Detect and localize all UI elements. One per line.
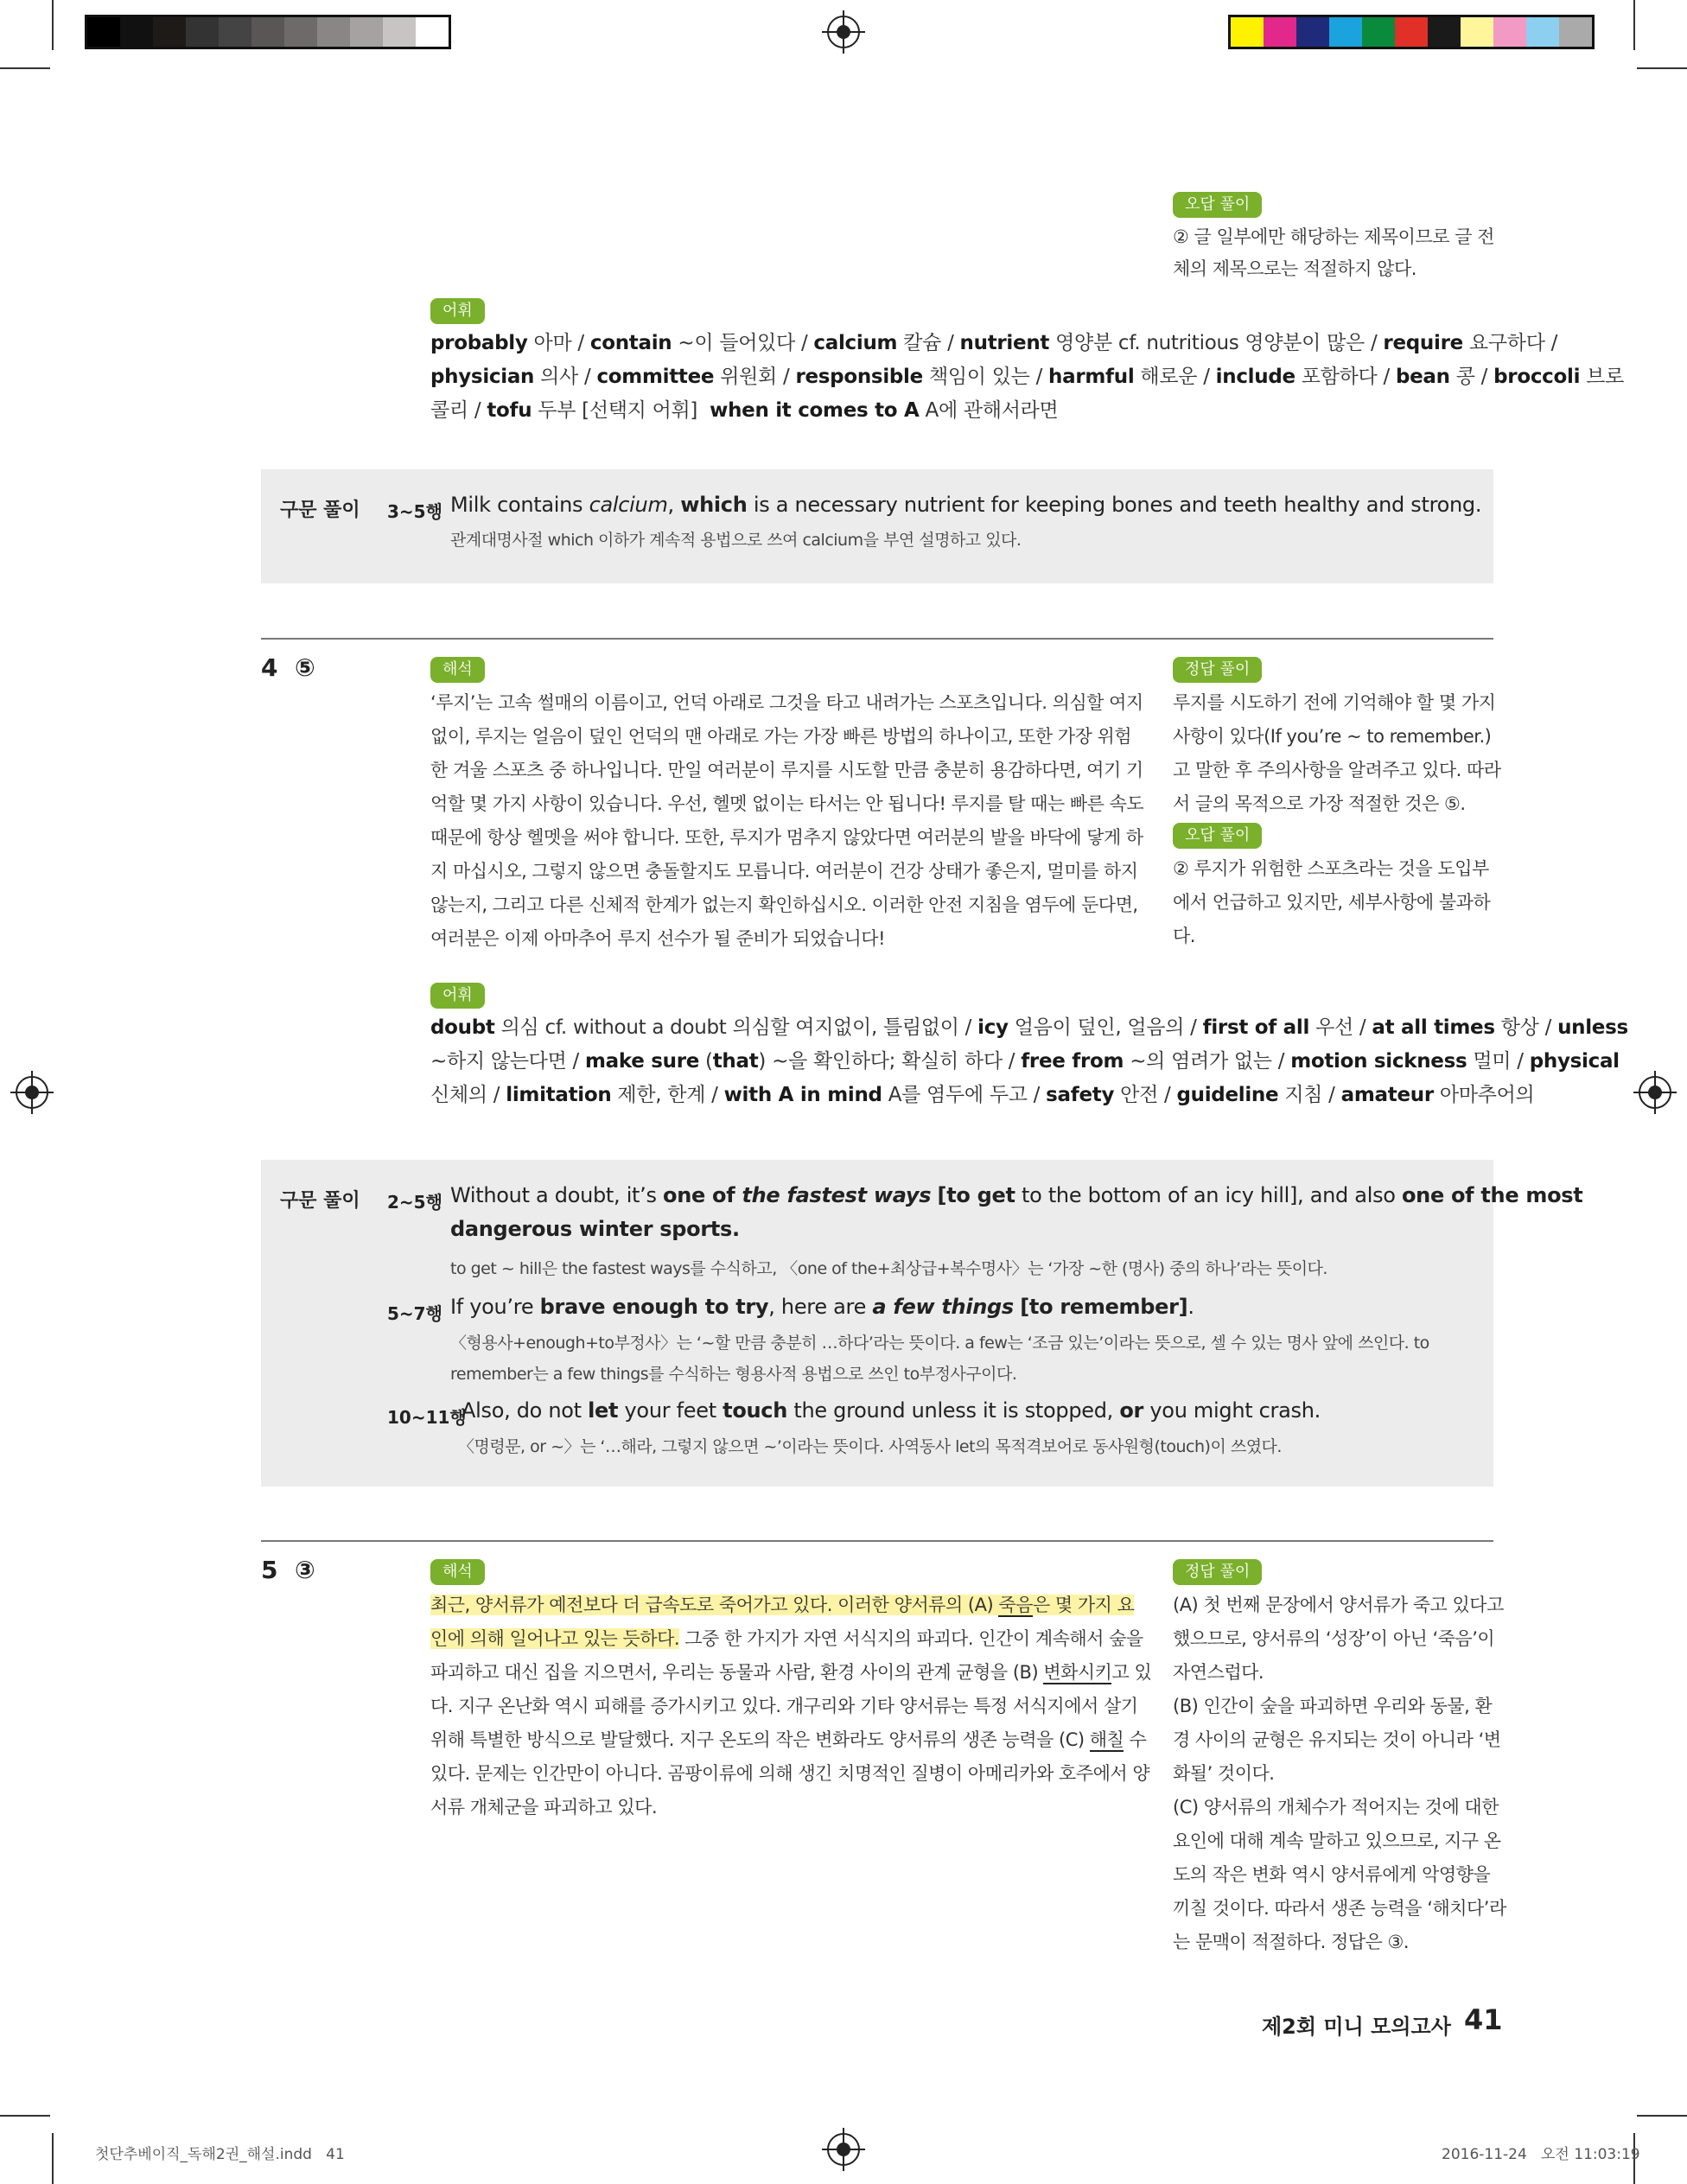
section-title: 제2회 미니 모의고사 — [1262, 2015, 1451, 2039]
translation-body — [430, 1589, 1152, 1824]
translation-line: 억할 몇 가지 사항이 있습니다. 우선, 헬멧 없이는 타서는 안 됩니다! 루지를 탈 때는 빠른 속도 — [430, 793, 1144, 814]
line-ref: 2~5행 — [387, 1192, 442, 1213]
translation-tag: 해석 — [430, 1559, 485, 1585]
syntax-sentence: Milk contains calcium, which is a necessary nutrient for keeping bones and teeth healthy and strong. — [450, 493, 1482, 517]
syntax-sentence: Without a doubt, it’s one of the fastest ways [to get to the bottom of an icy hill], and also one of the most — [450, 1183, 1583, 1207]
vocab-line: 신체의 / limitation 제한, 한계 / with A in mind A를 염두에 두고 / safety 안전 / guideline 지침 / amateur 아마추어의 — [430, 1084, 1535, 1106]
translation-line: ‘루지’는 고속 썰매의 이름이고, 언덕 아래로 그것을 타고 내려가는 스포츠입니다. 의심할 여지 — [430, 692, 1143, 713]
explanation-line: 화될’ 것이다. — [1173, 1763, 1275, 1784]
syntax-box-3 — [261, 469, 1493, 583]
syntax-label: 구문 풀이 — [280, 500, 360, 521]
print-timestamp: 2016-11-24 오전 11:03:19 — [1442, 2146, 1640, 2163]
syntax-note: 〈명령문, or ~〉는 ‘…해라, 그렇지 않으면 ~’이라는 뜻이다. 사역동사 let의 목적격보어로 동사원형(touch)이 쓰였다. — [458, 1437, 1282, 1456]
q4-translation — [430, 657, 1144, 956]
explanation-line: 서 글의 목적으로 가장 적절한 것은 ⑤. — [1173, 793, 1466, 814]
explanation-line: 루지를 시도하기 전에 기억해야 할 몇 가지 — [1173, 692, 1496, 713]
syntax-box-4 — [261, 1160, 1583, 1487]
explanation-line: ② 루지가 위험한 스포츠라는 것을 도입부 — [1173, 858, 1489, 879]
registration-mark-top — [827, 16, 860, 48]
line-ref: 3~5행 — [387, 501, 442, 522]
translation-line: 않는지, 그리고 다른 신체적 한계가 없는지 확인하십시오. 이러한 안전 지침을 염두에 둔다면, — [430, 895, 1138, 915]
grayscale-bar — [85, 15, 451, 49]
explanation-line: (B) 인간이 숲을 파괴하면 우리와 동물, 환 — [1173, 1696, 1493, 1716]
syntax-note: 관계대명사절 which 이하가 계속적 용법으로 쓰여 calcium을 부연 설명하고 있다. — [450, 531, 1022, 550]
vocab-section-3 — [430, 298, 1625, 428]
file-slug: 첫단추베이직_독해2권_해설.indd 41 — [95, 2146, 345, 2163]
explanation-line: 도의 작은 변화 역시 양서류에게 악영향을 — [1173, 1864, 1491, 1885]
explanation-line: 는 문맥이 적절하다. 정답은 ③. — [1173, 1932, 1410, 1952]
explanation-line: 자연스럽다. — [1173, 1662, 1264, 1683]
translation-line: 있다. 문제는 인간만이 아니다. 곰팡이류에 의해 생긴 치명적인 질병이 아메리카와 호주에서 양 — [430, 1763, 1150, 1784]
vocab-line: doubt 의심 cf. without a doubt 의심할 여지없이, 틀림없이 / icy 얼음이 덮인, 얼음의 / first of all 우선 / at all times 항상 / unless — [430, 1016, 1628, 1039]
translation-line: 서류 개체군을 파괴하고 있다. — [430, 1797, 658, 1818]
line-ref: 5~7행 — [387, 1303, 442, 1324]
page-number: 41 — [1464, 2003, 1503, 2036]
translation-line: 인에 의해 일어나고 있는 듯하다. 그중 한 가지가 자연 서식지의 파괴다. 인간이 계속해서 숲을 — [430, 1628, 1143, 1649]
crop-mark — [52, 0, 54, 50]
vocab-line: probably 아마 / contain ~이 들어있다 / calcium 칼슘 / nutrient 영양분 cf. nutritious 영양분이 많은 / require 요구하다 / — [430, 332, 1558, 354]
explanation-line: 요인에 대해 계속 말하고 있으므로, 지구 온 — [1173, 1831, 1501, 1851]
registration-mark-left — [16, 1076, 48, 1109]
syntax-note: to get ~ hill은 the fastest ways를 수식하고, 〈one of the+최상급+복수명사〉는 ‘가장 ~한 (명사) 중의 하나’라는 뜻이다. — [450, 1259, 1327, 1278]
crop-mark — [0, 2115, 50, 2117]
vocab-tag: 어휘 — [430, 983, 485, 1009]
translation-line: 한 겨울 스포츠 중 하나입니다. 만일 여러분이 루지를 시도할 만큼 충분히 용감하다면, 여기 기 — [430, 760, 1143, 780]
translation-line: 없이, 루지는 얼음이 덮인 언덕의 맨 아래로 가는 가장 빠른 방법의 하나이고, 또한 가장 위험 — [430, 726, 1132, 747]
translation-line: 위해 특별한 방식으로 발달했다. 지구 온도의 작은 변화라도 양서류의 생존 능력을 (C) 해칠 수 — [430, 1729, 1147, 1750]
syntax-sentence: Also, do not let your feet touch the ground unless it is stopped, or you might crash. — [462, 1398, 1321, 1423]
syntax-sentence: dangerous winter sports. — [450, 1217, 740, 1241]
q4-vocab — [430, 983, 1628, 1112]
correct-answer-tag: 정답 풀이 — [1173, 657, 1262, 683]
syntax-note: remember는 a few things를 수식하는 형용사적 용법으로 쓰인 to부정사구이다. — [450, 1365, 1017, 1384]
translation-line: 최근, 양서류가 예전보다 더 급속도로 죽어가고 있다. 이러한 양서류의 (A) 죽음은 몇 가지 요 — [430, 1595, 1135, 1615]
explanation-line: 사항이 있다(If you’re ~ to remember.) — [1173, 726, 1492, 747]
explanation-line: (A) 첫 번째 문장에서 양서류가 죽고 있다고 — [1173, 1595, 1504, 1615]
vocab-line: ~하지 않는다면 / make sure (that) ~을 확인하다; 확실히 하다 / free from ~의 염려가 없는 / motion sickness 멀미 / physical — [430, 1050, 1620, 1073]
explanation-line: (C) 양서류의 개체수가 적어지는 것에 대한 — [1173, 1797, 1499, 1818]
crop-mark — [0, 67, 50, 69]
wrong-answer-tag: 오답 풀이 — [1173, 192, 1262, 218]
translation-line: 지 마십시오, 그렇지 않으면 충돌할지도 모릅니다. 여러분이 건강 상태가 좋은지, 멀미를 하지 — [430, 861, 1138, 882]
line-ref: 10~11행 — [387, 1407, 467, 1428]
section-divider — [261, 638, 1493, 640]
translation-line: 다. 지구 온난화 역시 피해를 증가시키고 있다. 개구리와 기타 양서류는 특정 서식지에서 살기 — [430, 1696, 1138, 1716]
vocab-tag: 어휘 — [430, 298, 485, 324]
section-divider — [261, 1540, 1493, 1542]
syntax-sentence: If you’re brave enough to try, here are a few things [to remember]. — [450, 1295, 1194, 1319]
vocab-line: 콜리 / tofu 두부 [선택지 어휘] when it comes to A A에 관해서라면 — [430, 399, 1059, 422]
crop-mark — [52, 2133, 54, 2184]
registration-mark-bottom — [827, 2133, 860, 2166]
question-number: 5 ③ — [261, 1556, 315, 1584]
registration-mark-right — [1639, 1076, 1671, 1109]
syntax-label: 구문 풀이 — [280, 1190, 360, 1212]
explanation-line: 에서 언급하고 있지만, 세부사항에 불과하 — [1173, 892, 1491, 913]
color-bar — [1228, 15, 1595, 49]
translation-line: 여러분은 이제 아마추어 루지 선수가 될 준비가 되었습니다! — [430, 928, 886, 949]
explanation-line: 했으므로, 양서류의 ‘성장’이 아닌 ‘죽음’이 — [1173, 1628, 1495, 1649]
translation-body — [430, 686, 1144, 956]
explanation-line: 경 사이의 균형은 유지되는 것이 아니라 ‘변 — [1173, 1729, 1501, 1750]
syntax-note: 〈형용사+enough+to부정사〉는 ‘~할 만큼 충분히 …하다’라는 뜻이다. a few는 ‘조금 있는’이라는 뜻으로, 셀 수 있는 명사 앞에 쓰인다. to — [450, 1334, 1429, 1353]
correct-answer-tag: 정답 풀이 — [1173, 1559, 1262, 1585]
q5-answer-explanation — [1173, 1559, 1506, 1959]
explanation-line: 다. — [1173, 926, 1195, 946]
wrong-answer-body — [1173, 852, 1501, 953]
q4-answer-explanation — [1173, 657, 1501, 953]
crop-mark — [1637, 67, 1687, 69]
correct-answer-body — [1173, 1589, 1506, 1959]
wrong-answer-text: ② 글 일부에만 해당하는 제목이므로 글 전체의 제목으로는 적절하지 않다. — [1173, 226, 1494, 279]
wrong-answer-tag: 오답 풀이 — [1173, 823, 1262, 849]
explanation-line: 끼칠 것이다. 따라서 생존 능력을 ‘해치다’라 — [1173, 1898, 1506, 1919]
translation-line: 파괴하고 대신 집을 지으면서, 우리는 동물과 사람, 환경 사이의 관계 균형을 (B) 변화시키고 있 — [430, 1662, 1152, 1683]
vocab-line: physician 의사 / committee 위원회 / responsible 책임이 있는 / harmful 해로운 / include 포함하다 / bean 콩 / broccoli 브로 — [430, 366, 1625, 388]
q5-translation — [430, 1559, 1152, 1824]
translation-tag: 해석 — [430, 657, 485, 683]
crop-mark — [1637, 2115, 1687, 2117]
explanation-line: 고 말한 후 주의사항을 알려주고 있다. 따라 — [1173, 760, 1501, 780]
question-number: 4 ⑤ — [261, 653, 315, 682]
correct-answer-body — [1173, 686, 1501, 821]
translation-line: 때문에 항상 헬멧을 써야 합니다. 또한, 루지가 멈추지 않았다면 여러분의 발을 바닥에 닿게 하 — [430, 827, 1143, 848]
top-wrong-answer — [1173, 192, 1501, 285]
crop-mark — [1633, 0, 1635, 50]
